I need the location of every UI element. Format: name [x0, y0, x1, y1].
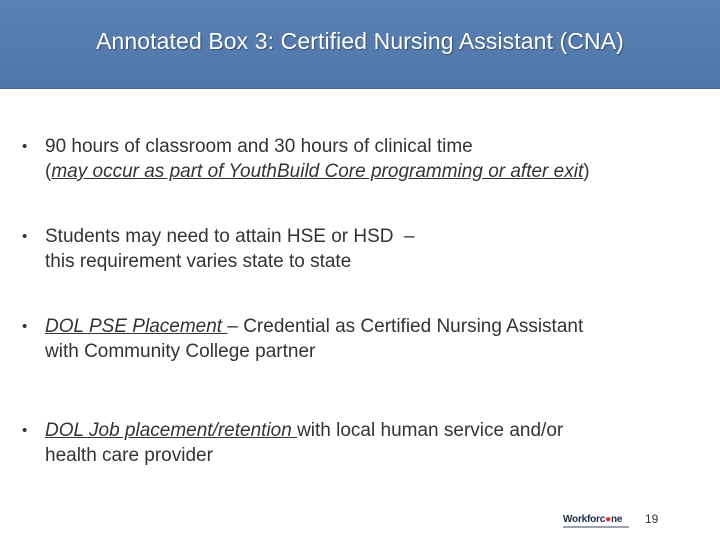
workforce-one-logo-icon: [563, 514, 633, 532]
bullet-dot: •: [22, 138, 28, 155]
logo-text-a: Workforc: [563, 514, 606, 525]
bullet-4-line-2: health care provider: [45, 445, 213, 466]
bullet-2-line-1: Students may need to attain HSE or HSD –: [45, 226, 415, 247]
bullet-item-4: [22, 418, 702, 468]
bullet-3-rest: – Credential as Certified Nursing Assistant: [227, 316, 584, 337]
bullet-dot: •: [22, 422, 28, 439]
bullet-1-line-1: 90 hours of classroom and 30 hours of clinical time: [45, 136, 473, 157]
page-number: 19: [645, 512, 659, 526]
bullet-item-3: [22, 314, 702, 364]
bullet-4-rest: with local human service and/or: [297, 420, 564, 441]
bullet-3-line-2: with Community College partner: [45, 341, 316, 362]
bullet-4-line-1: [45, 418, 702, 443]
bullet-dot: •: [22, 318, 28, 335]
bullet-3-line-1: [45, 314, 702, 339]
bullet-item-1: [22, 134, 702, 184]
logo-tagline-bar: [563, 526, 629, 528]
bullet-4-italic-label: DOL Job placement/retention: [45, 420, 298, 441]
bullet-dot: •: [22, 228, 28, 245]
logo-wordmark: [563, 514, 622, 525]
bullet-1-paren-close: ): [583, 161, 590, 182]
bullet-3-italic-label: DOL PSE Placement: [45, 316, 228, 337]
slide-title: Annotated Box 3: Certified Nursing Assistant (CNA): [96, 28, 624, 54]
bullet-1-line-2: [45, 159, 702, 184]
bullet-1-italic-note: may occur as part of YouthBuild Core programming or after exit: [51, 161, 584, 182]
bullet-1-paren-open: (: [45, 161, 52, 182]
bullet-2-line-2: this requirement varies state to state: [45, 251, 352, 272]
logo-o-mark: ●: [605, 514, 611, 525]
logo-text-b: ne: [610, 514, 623, 525]
bullet-item-2: [22, 224, 702, 274]
title-bar: [0, 0, 720, 89]
